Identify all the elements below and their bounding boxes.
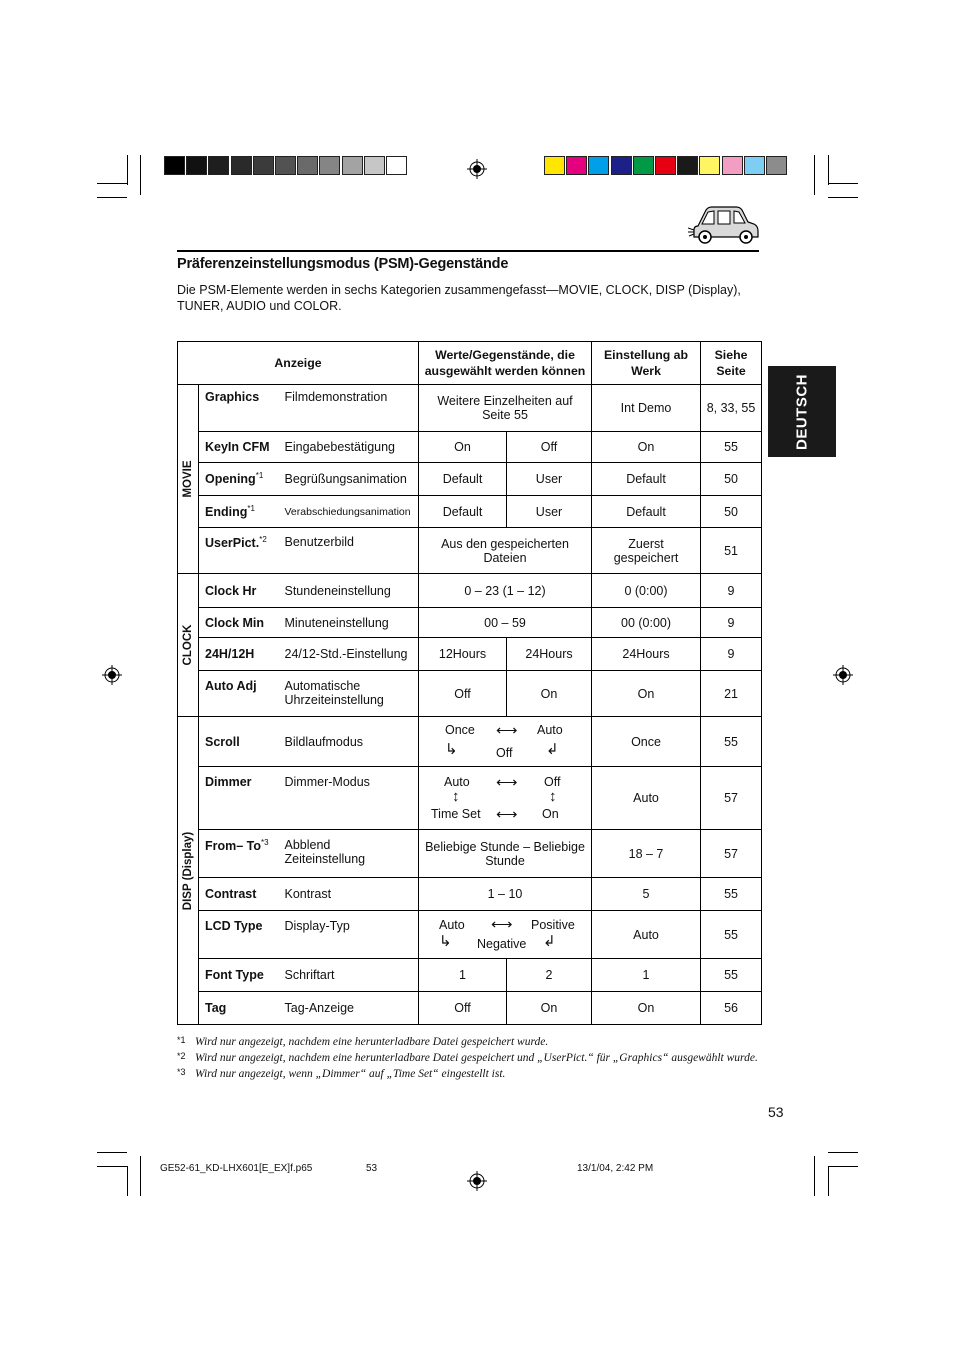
item-name: LCD Type: [205, 919, 263, 933]
value-cell: Weitere Einzelheiten auf Seite 55: [419, 385, 592, 432]
calibration-swatch: [231, 156, 252, 175]
item-name: Ending$^{*1}$: [205, 503, 255, 520]
default-cell: Zuerst gespeichert: [592, 528, 701, 574]
table-row: [178, 432, 762, 463]
page-cell: 55: [701, 717, 762, 767]
registration-mark-icon: [467, 159, 487, 179]
default-cell: On: [592, 671, 701, 717]
item-name: Auto Adj: [205, 679, 257, 693]
item-desc: Minuteneinstellung: [281, 608, 419, 638]
header-werte: Werte/Gegenstände, die ausgewählt werden können: [419, 342, 592, 385]
default-cell: 00 (0:00): [592, 608, 701, 638]
item-desc: Benutzerbild: [281, 528, 419, 574]
value-cell: On: [507, 992, 592, 1025]
calibration-swatch: [297, 156, 318, 175]
default-cell: Once: [592, 717, 701, 767]
item-desc: Display-Typ: [281, 911, 419, 959]
arrow-down-right-icon: ↳: [445, 740, 458, 758]
calibration-swatch: [208, 156, 229, 175]
calibration-swatch: [386, 156, 407, 175]
category-clock: CLOCK: [178, 574, 199, 717]
value-cell: User: [507, 496, 592, 528]
page-cell: 50: [701, 496, 762, 528]
page-cell: 9: [701, 638, 762, 671]
table-row: [178, 496, 762, 528]
language-tab: [768, 366, 836, 457]
arrow-updown-icon: ↕: [452, 787, 460, 805]
value-cell: Default: [419, 496, 507, 528]
value-cell: Default: [419, 463, 507, 496]
arrow-leftright-icon: ⟷: [491, 915, 513, 933]
value-cell: Once ⟷ Auto Off ↳ ↲: [419, 717, 592, 767]
calibration-swatch: [633, 156, 654, 175]
page-cell: 57: [701, 830, 762, 878]
table-row: [178, 463, 762, 496]
table-row: [178, 959, 762, 992]
registration-mark-icon: [833, 665, 853, 685]
footnotes: [177, 1034, 767, 1082]
registration-mark-icon: [467, 1171, 487, 1191]
value-cell: 1: [419, 959, 507, 992]
calibration-swatch: [699, 156, 720, 175]
item-desc: Automatische Uhrzeiteinstellung: [281, 671, 419, 717]
calibration-swatch: [744, 156, 765, 175]
registration-mark-icon: [102, 665, 122, 685]
category-movie: MOVIE: [178, 385, 199, 574]
item-desc: Bildlaufmodus: [281, 717, 419, 767]
value-cell: 0 – 23 (1 – 12): [419, 574, 592, 608]
calibration-swatch: [588, 156, 609, 175]
value-cell: Off: [507, 432, 592, 463]
page-cell: 21: [701, 671, 762, 717]
footnote: *1 Wird nur angezeigt, nachdem eine herunterladbare Datei gespeichert wurde.: [177, 1035, 549, 1048]
page-cell: 9: [701, 574, 762, 608]
slug-filename: GE52-61_KD-LHX601[E_EX]f.p65: [160, 1163, 313, 1174]
default-cell: Default: [592, 496, 701, 528]
item-name: From– To$^{*3}$: [205, 838, 269, 854]
page-number: 53: [768, 1104, 784, 1120]
arrow-leftright-icon: ⟷: [496, 721, 518, 739]
page-cell: 55: [701, 432, 762, 463]
arrow-updown-icon: ↕: [549, 787, 557, 805]
value-cell: Beliebige Stunde – Beliebige Stunde: [419, 830, 592, 878]
psm-table: [177, 341, 762, 1025]
item-desc: Schriftart: [281, 959, 419, 992]
page-cell: 55: [701, 911, 762, 959]
item-desc: Tag-Anzeige: [281, 992, 419, 1025]
page-cell: 55: [701, 959, 762, 992]
footnote: *2 Wird nur angezeigt, nachdem eine herunterladbare Datei gespeichert und „UserPict.“ für „Graphics“ ausgewählt wurde.: [177, 1051, 758, 1064]
value-cell: Off: [419, 671, 507, 717]
item-desc: Abblend Zeiteinstellung: [281, 830, 419, 878]
item-name: Tag: [205, 1001, 227, 1015]
arrow-leftright-icon: ⟷: [496, 805, 518, 823]
value-cell: 1 – 10: [419, 878, 592, 911]
calibration-swatch: [722, 156, 743, 175]
table-row: [178, 608, 762, 638]
value-cell: Auto ⟷ Off ↕ ↕ Time Set ⟷ On: [419, 767, 592, 830]
default-cell: Int Demo: [592, 385, 701, 432]
item-desc: Filmdemonstration: [281, 385, 419, 432]
calibration-swatch: [677, 156, 698, 175]
item-name: Contrast: [205, 887, 257, 901]
default-cell: 0 (0:00): [592, 574, 701, 608]
default-cell: On: [592, 432, 701, 463]
page-cell: 8, 33, 55: [701, 385, 762, 432]
table-header-row: [178, 342, 762, 385]
calibration-swatch: [566, 156, 587, 175]
slug-page: 53: [366, 1163, 378, 1174]
item-desc: Dimmer-Modus: [281, 767, 419, 830]
default-cell: On: [592, 992, 701, 1025]
header-rule: [177, 250, 759, 252]
table-row: [178, 717, 762, 767]
page-cell: 50: [701, 463, 762, 496]
default-cell: 24Hours: [592, 638, 701, 671]
item-name: Clock Min: [205, 615, 265, 630]
page-cell: 57: [701, 767, 762, 830]
calibration-swatch: [611, 156, 632, 175]
table-row: [178, 878, 762, 911]
item-desc: Stundeneinstellung: [281, 574, 419, 608]
item-name: Font Type: [205, 968, 264, 982]
page-title: Präferenzeinstellungsmodus (PSM)-Gegenstände: [177, 256, 509, 272]
arrow-down-right-icon: ↳: [439, 932, 452, 950]
page-cell: 56: [701, 992, 762, 1025]
page-cell: 9: [701, 608, 762, 638]
page-cell: 55: [701, 878, 762, 911]
header-siehe: Siehe Seite: [701, 342, 762, 385]
arrow-up-left-icon: ↲: [546, 740, 559, 758]
arrow-up-left-icon: ↲: [543, 932, 556, 950]
value-cell: On: [507, 671, 592, 717]
default-cell: 18 – 7: [592, 830, 701, 878]
intro-text: Die PSM-Elemente werden in sechs Kategorien zusammengefasst—MOVIE, CLOCK, DISP (Display), TUNER, AUDIO und COLOR.: [177, 283, 741, 313]
value-cell: On: [419, 432, 507, 463]
item-name: Opening$^{*1}$: [205, 471, 264, 487]
item-name: Graphics: [205, 390, 260, 404]
value-cell: User: [507, 463, 592, 496]
calibration-swatch: [766, 156, 787, 175]
page-cell: 51: [701, 528, 762, 574]
table-row: [178, 385, 762, 432]
default-cell: 5: [592, 878, 701, 911]
table-row: [178, 830, 762, 878]
calibration-swatch: [655, 156, 676, 175]
table-row: [178, 528, 762, 574]
item-name: UserPict.$^{*2}$: [205, 535, 267, 551]
calibration-swatch: [164, 156, 185, 175]
table-row: [178, 574, 762, 608]
table-row: [178, 638, 762, 671]
item-desc: Verabschiedungsanimation: [281, 496, 419, 528]
calibration-swatch: [544, 156, 565, 175]
value-cell: Off: [419, 992, 507, 1025]
slug-date: 13/1/04, 2:42 PM: [577, 1163, 654, 1174]
value-cell: 24Hours: [507, 638, 592, 671]
header-anzeige: Anzeige: [178, 342, 419, 385]
calibration-swatch: [319, 156, 340, 175]
item-name: 24H/12H: [205, 647, 255, 661]
calibration-swatch: [275, 156, 296, 175]
car-icon: [688, 204, 760, 246]
item-desc: 24/12-Std.-Einstellung: [281, 638, 419, 671]
table-row: [178, 911, 762, 959]
calibration-swatch: [364, 156, 385, 175]
item-desc: Begrüßungsanimation: [281, 463, 419, 496]
table-row: [178, 671, 762, 717]
item-name: KeyIn CFM: [205, 440, 270, 454]
calibration-swatch: [253, 156, 274, 175]
value-cell: 2: [507, 959, 592, 992]
value-cell: Auto ⟷ Positive ↳ Negative ↲: [419, 911, 592, 959]
default-cell: Default: [592, 463, 701, 496]
calibration-swatch: [342, 156, 363, 175]
value-cell: 12Hours: [419, 638, 507, 671]
category-disp: DISP (Display): [178, 717, 199, 1025]
default-cell: Auto: [592, 767, 701, 830]
item-name: Scroll: [205, 734, 240, 749]
language-tab-label: DEUTSCH: [793, 373, 811, 450]
item-desc: Eingabebestätigung: [281, 432, 419, 463]
calibration-swatch: [186, 156, 207, 175]
footnote: *3 Wird nur angezeigt, wenn „Dimmer“ auf „Time Set“ eingestellt ist.: [177, 1067, 506, 1080]
item-desc: Kontrast: [281, 878, 419, 911]
item-name: Clock Hr: [205, 583, 257, 598]
default-cell: Auto: [592, 911, 701, 959]
default-cell: 1: [592, 959, 701, 992]
table-row: [178, 767, 762, 830]
table-row: [178, 992, 762, 1025]
item-name: Dimmer: [205, 775, 252, 789]
value-cell: Aus den gespeicherten Dateien: [419, 528, 592, 574]
value-cell: 00 – 59: [419, 608, 592, 638]
header-einstellung: Einstellung ab Werk: [592, 342, 701, 385]
arrow-leftright-icon: ⟷: [496, 773, 518, 791]
